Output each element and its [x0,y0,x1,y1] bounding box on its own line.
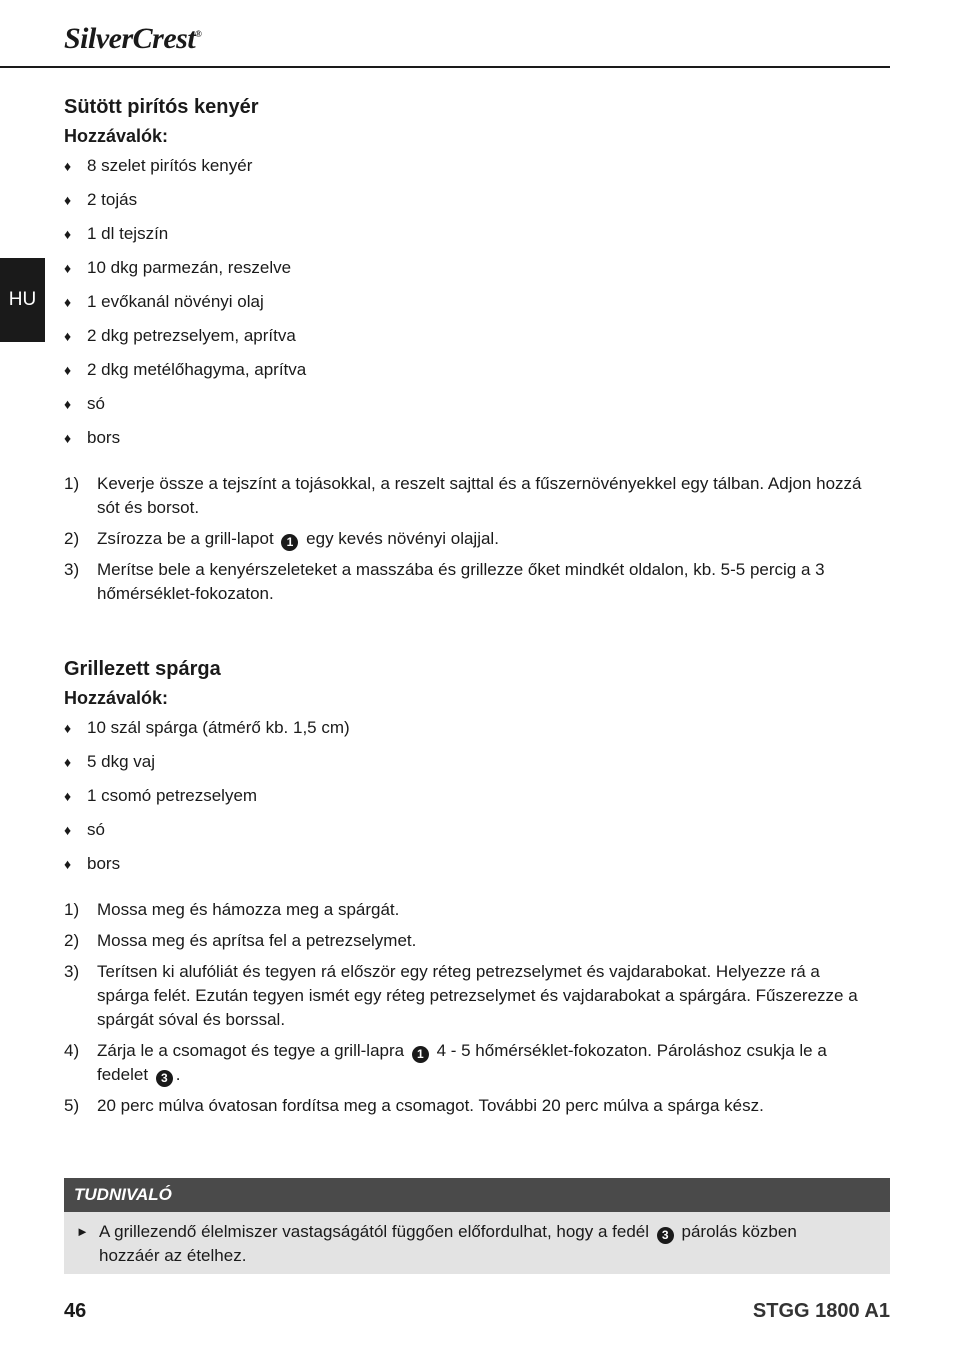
diamond-bullet-icon: ♦ [64,856,72,872]
ingredients-label: Hozzávalók: [64,126,169,146]
brand-logo: SilverCrest® [64,22,202,55]
step-item: 1) Mossa meg és hámozza meg a spárgát. [64,900,400,919]
model-number: STGG 1800 A1 [752,1300,890,1322]
part-number-1-icon: 1 [281,534,298,551]
page-number: 46 [64,1300,87,1322]
recipe-title: Sütött pirítós kenyér [64,96,259,118]
list-item: ♦ 1 evőkanál növényi olaj [64,290,890,314]
list-item: ♦ 8 szelet pirítós kenyér [64,154,890,178]
part-number-3-icon: 3 [657,1227,674,1244]
list-item: ♦ 10 dkg parmezán, reszelve [64,256,890,280]
ingredient-list [64,154,890,450]
step-item: 3) Merítse bele a kenyérszeleteket a masszába és grillezze őket mindkét oldalon, kb. 5-5 percig a 3 hőmérséklet-fokozaton. [64,560,825,603]
step-item: 5) 20 perc múlva óvatosan fordítsa meg a csomagot. További 20 perc múlva a spárga kész. [64,1096,764,1115]
list-item: ♦ 2 dkg metélőhagyma, aprítva [64,358,890,382]
list-item: ♦ só [64,392,890,416]
part-number-1-icon: 1 [412,1046,429,1063]
list-item: ♦ 1 csomó petrezselyem [64,784,890,808]
list-item: ♦ 2 dkg petrezselyem, aprítva [64,324,890,348]
list-item: ♦ 1 dl tejszín [64,222,890,246]
step-item: 2) Mossa meg és aprítsa fel a petrezselymet. [64,931,417,950]
arrow-right-icon: ► [76,1224,89,1239]
diamond-bullet-icon: ♦ [64,430,72,446]
diamond-bullet-icon: ♦ [64,192,72,208]
recipe-title: Grillezett spárga [64,658,221,680]
diamond-bullet-icon: ♦ [64,328,72,344]
diamond-bullet-icon: ♦ [64,754,72,770]
note-box [64,1178,890,1274]
diamond-bullet-icon: ♦ [64,226,72,242]
header-rule [0,66,890,68]
step-item: 3) Terítsen ki alufóliát és tegyen rá először egy réteg petrezselymet és vajdarabokat. Helyezze rá a spárga felét. Ezután tegyen ismét egy réteg petrezselymet és vajdarabokat a spárgára. Fűszerezze a spárgát sóval és borssal. [64,962,858,1029]
note-body: ► A grillezendő élelmiszer vastagságától függően előfordulhat, hogy a fedél 3 párolás közben hozzáér az ételhez. [64,1212,890,1274]
step-item: 4) Zárja le a csomagot és tegye a grill-lapra 1 4 - 5 hőmérséklet-fokozaton. Pároláshoz csukja le a fedelet 3 . [64,1041,827,1085]
page-footer [64,1300,890,1323]
step-list [64,898,890,1118]
ingredient-list [64,716,890,876]
language-tab: HU [0,258,45,342]
note-heading: TUDNIVALÓ [64,1178,890,1212]
list-item: ♦ 5 dkg vaj [64,750,890,774]
list-item: ♦ 2 tojás [64,188,890,212]
diamond-bullet-icon: ♦ [64,720,72,736]
list-item: ♦ bors [64,852,890,876]
diamond-bullet-icon: ♦ [64,822,72,838]
list-item: ♦ bors [64,426,890,450]
diamond-bullet-icon: ♦ [64,294,72,310]
page-content [64,94,890,1125]
diamond-bullet-icon: ♦ [64,158,72,174]
list-item: ♦ 10 szál spárga (átmérő kb. 1,5 cm) [64,716,890,740]
diamond-bullet-icon: ♦ [64,362,72,378]
list-item: ♦ só [64,818,890,842]
diamond-bullet-icon: ♦ [64,260,72,276]
step-list [64,472,890,606]
part-number-3-icon: 3 [156,1070,173,1087]
step-item: 2) Zsírozza be a grill-lapot 1 egy kevés növényi olajjal. [64,529,499,549]
diamond-bullet-icon: ♦ [64,396,72,412]
ingredients-label: Hozzávalók: [64,688,169,708]
diamond-bullet-icon: ♦ [64,788,72,804]
step-item: 1) Keverje össze a tejszínt a tojásokkal, a reszelt sajttal és a fűszernövényekkel egy tálban. Adjon hozzá sót és borsot. [64,474,862,517]
